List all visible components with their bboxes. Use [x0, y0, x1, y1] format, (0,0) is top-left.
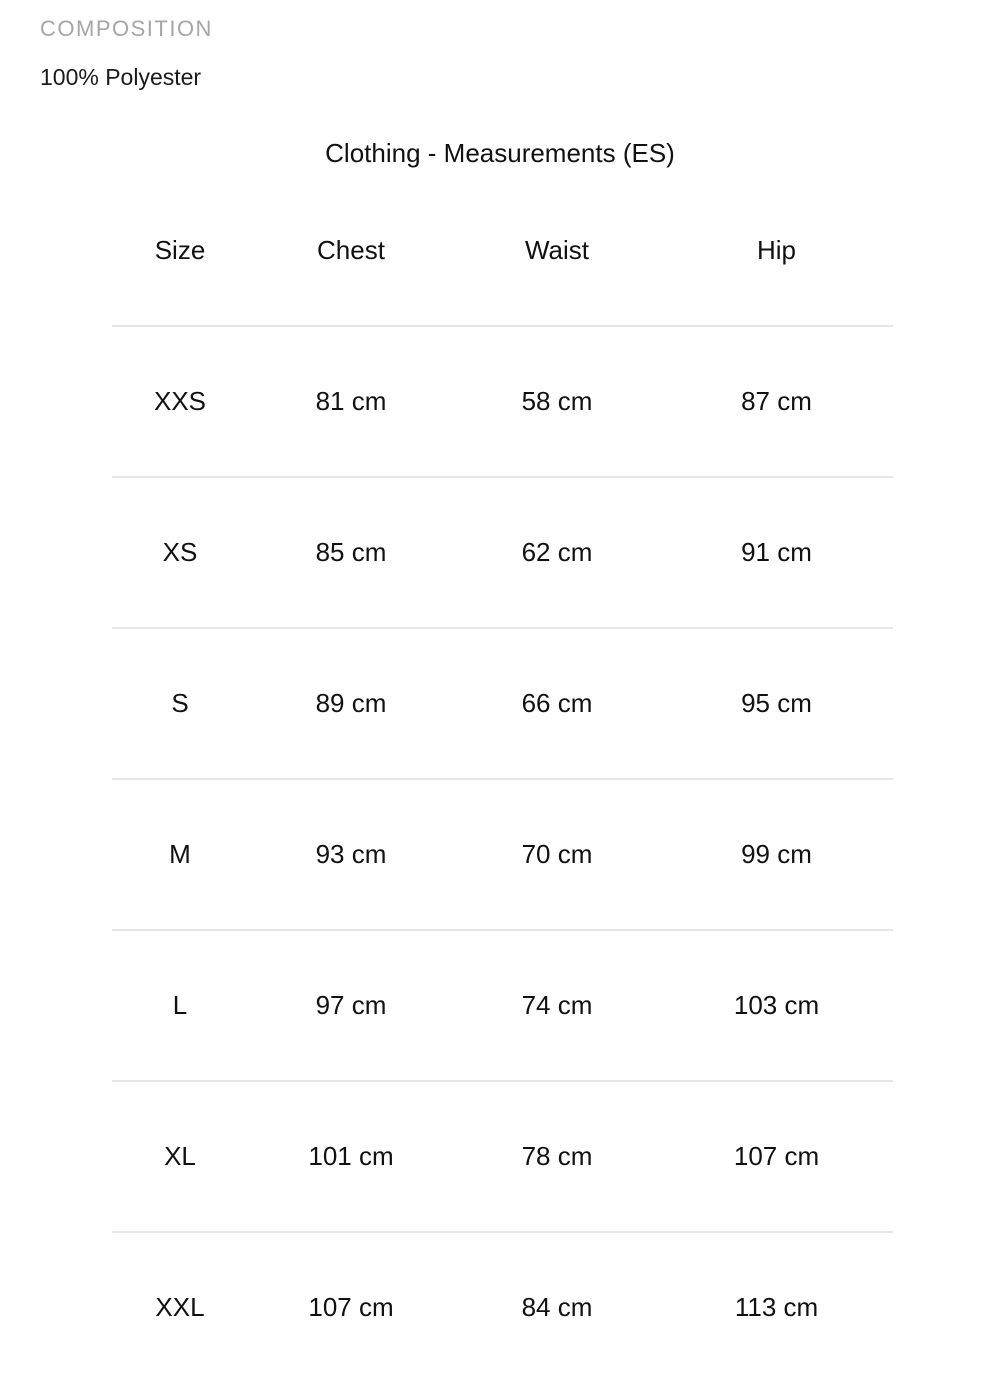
- column-header-size: Size: [112, 176, 248, 326]
- table-row: [112, 779, 893, 930]
- column-header-waist: Waist: [454, 176, 660, 326]
- chest-cell: 85 cm: [248, 477, 454, 628]
- hip-cell: 99 cm: [660, 779, 893, 930]
- table-row: [112, 628, 893, 779]
- hip-cell: 113 cm: [734, 1292, 819, 1322]
- waist-cell: 74 cm: [454, 930, 660, 1081]
- size-chart-table: [112, 176, 893, 1382]
- waist-cell: 78 cm: [454, 1081, 660, 1232]
- chest-cell: 97 cm: [248, 930, 454, 1081]
- size-cell: XS: [112, 477, 248, 628]
- waist-cell: 70 cm: [454, 779, 660, 930]
- size-cell: M: [112, 779, 248, 930]
- waist-cell: 58 cm: [454, 326, 660, 477]
- hip-cell: 107 cm: [660, 1081, 893, 1232]
- size-cell: S: [112, 628, 248, 779]
- size-cell: L: [112, 930, 248, 1081]
- hip-cell: 95 cm: [660, 628, 893, 779]
- table-row: [112, 326, 893, 477]
- waist-cell: 62 cm: [454, 477, 660, 628]
- chest-cell: 81 cm: [248, 326, 454, 477]
- chest-cell: 89 cm: [248, 628, 454, 779]
- table-row: [112, 477, 893, 628]
- chest-cell: 107 cm: [308, 1292, 394, 1322]
- waist-cell: 84 cm: [521, 1292, 593, 1322]
- size-chart-title: Clothing - Measurements (ES): [325, 138, 675, 168]
- table-header-row: [112, 176, 893, 326]
- chest-cell: 101 cm: [248, 1081, 454, 1232]
- waist-cell: 66 cm: [454, 628, 660, 779]
- table-row: [112, 1232, 893, 1382]
- table-row: [112, 930, 893, 1081]
- hip-cell: 103 cm: [660, 930, 893, 1081]
- chest-cell: 93 cm: [248, 779, 454, 930]
- size-cell: XL: [112, 1081, 248, 1232]
- hip-cell: 87 cm: [660, 326, 893, 477]
- column-header-hip: Hip: [660, 176, 893, 326]
- composition-heading: COMPOSITION: [40, 16, 213, 41]
- column-header-chest: Chest: [248, 176, 454, 326]
- table-row: [112, 1081, 893, 1232]
- hip-cell: 91 cm: [660, 477, 893, 628]
- size-cell: XXS: [112, 326, 248, 477]
- composition-value: 100% Polyester: [40, 64, 202, 90]
- size-cell: XXL: [155, 1292, 205, 1322]
